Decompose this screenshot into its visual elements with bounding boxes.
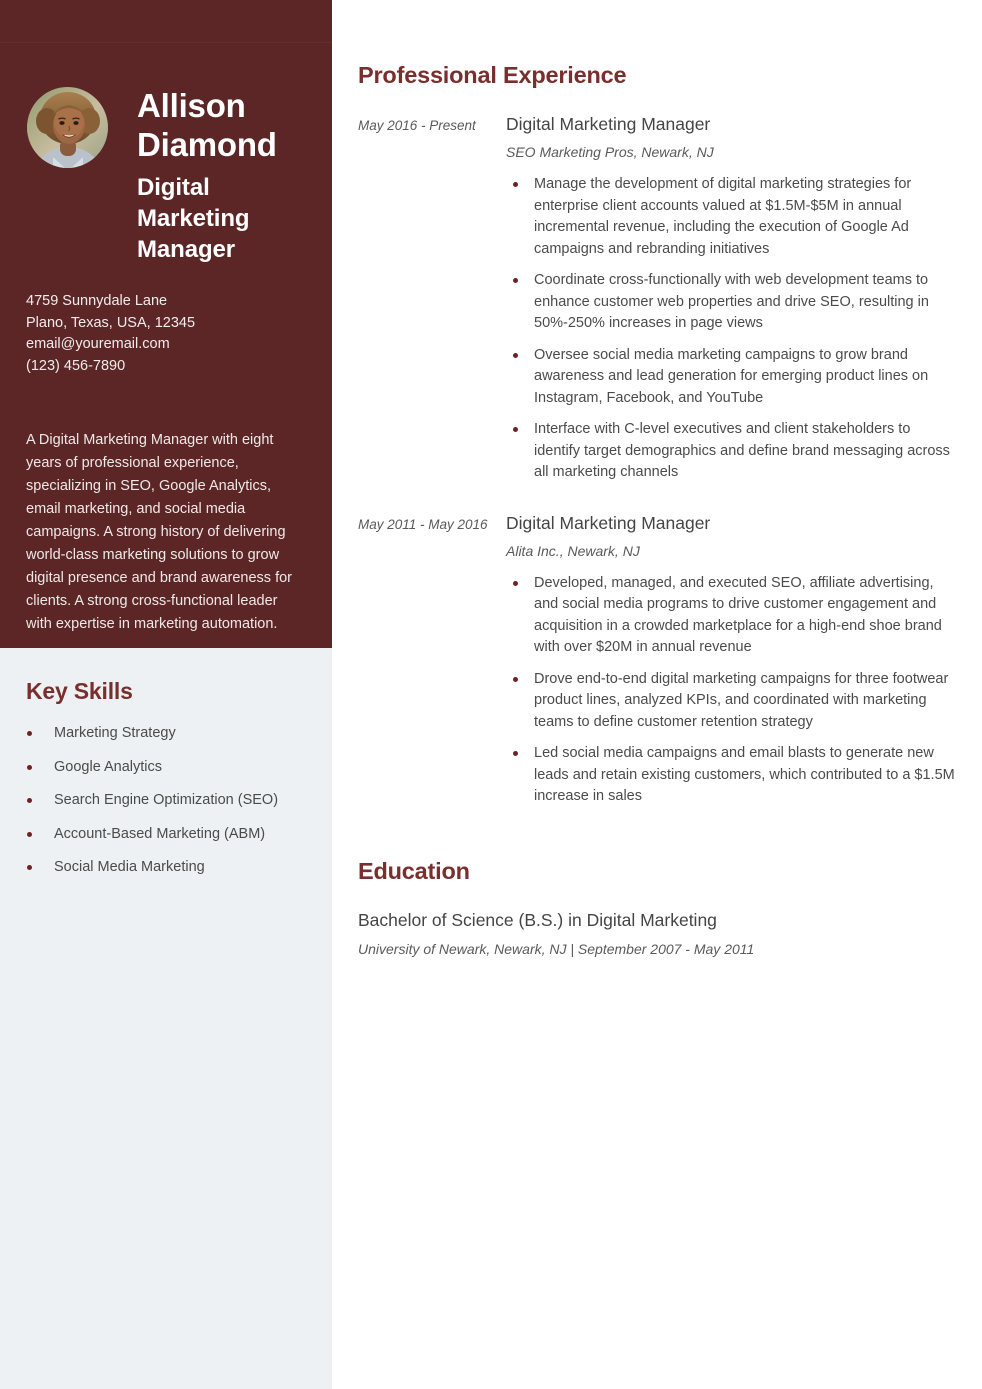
experience-body: [491, 512, 958, 808]
bullet-icon: [27, 832, 32, 837]
experience-company: Alita Inc., Newark, NJ: [506, 542, 640, 559]
section-title-education: Education: [358, 857, 470, 884]
list-item: [506, 270, 958, 335]
key-skills-section: [26, 678, 316, 892]
list-item: [506, 345, 958, 410]
list-item: [506, 174, 958, 260]
education-meta: University of Newark, Newark, NJ | September 2007 - May 2011: [358, 940, 755, 957]
bullet-icon: [27, 765, 32, 770]
bullet-icon: [27, 798, 32, 803]
section-title-experience: Professional Experience: [358, 62, 627, 88]
bullet-icon: [513, 677, 518, 682]
list-item: [26, 791, 316, 810]
sidebar: [0, 0, 332, 1389]
main-content: [358, 0, 958, 959]
list-item: [26, 758, 316, 777]
skill-label: Marketing Strategy: [54, 725, 176, 741]
bullet-text: Developed, managed, and executed SEO, affiliate advertising, and social media programs to drive customer engagement and acquisition in a crowded marketplace for a high-end shoe brand with over $20M in annual revenue: [534, 574, 942, 655]
professional-summary: A Digital Marketing Manager with eight years of professional experience, specializing in SEO, Google Analytics, email marketing, and social media campaigns. A strong history of delivering world-class marketing solutions to grow digital presence and brand awareness for clients. A strong cross-functional leader with expertise in marketing automation.: [26, 432, 292, 632]
experience-company: SEO Marketing Pros, Newark, NJ: [506, 144, 714, 160]
bullet-icon: [513, 581, 518, 586]
bullet-text: Coordinate cross-functionally with web development teams to enhance customer web properties and drive SEO, resulting in 50%-250% increases in page views: [534, 272, 929, 331]
candidate-role: Digital Marketing Manager: [137, 174, 250, 263]
contact-phone[interactable]: (123) 456-7890: [26, 357, 126, 374]
bullet-icon: [27, 731, 32, 736]
skill-label: Google Analytics: [54, 758, 163, 775]
list-item: [26, 724, 316, 743]
list-item: [506, 573, 958, 659]
bullet-text: Interface with C-level executives and client stakeholders to identify target demographics and define brand messaging across all marketing channels: [534, 421, 950, 480]
list-item: [26, 825, 316, 844]
list-item: [506, 743, 958, 808]
experience-bullets: [506, 573, 958, 808]
bullet-icon: [513, 427, 518, 432]
skill-label: Account-Based Marketing (ABM): [54, 825, 266, 842]
list-item: [506, 669, 958, 734]
header-divider: [0, 42, 332, 43]
bullet-icon: [513, 751, 518, 756]
experience-body: [491, 113, 958, 484]
avatar: [27, 87, 108, 168]
bullet-text: Drove end-to-end digital marketing campaigns for three footwear product lines, analyzed KPIs, and coordinated with marketing teams to define customer retention strategy: [534, 670, 949, 730]
contact-city: Plano, Texas, USA, 12345: [26, 314, 196, 331]
key-skills-list: [26, 724, 316, 877]
contact-block: [26, 291, 306, 377]
bullet-text: Manage the development of digital marketing strategies for enterprise client accounts valued at $1.5M-$5M in annual incremental revenue, including the execution of Google Ad campaigns and rebranding initiatives: [534, 176, 912, 257]
experience-dates: May 2011 - May 2016: [358, 516, 488, 532]
list-item: [506, 419, 958, 484]
experience-title: Digital Marketing Manager: [506, 512, 711, 533]
bullet-icon: [27, 865, 32, 870]
bullet-text: Led social media campaigns and email blasts to generate new leads and retain existing customers, which contributed to a $1.5M increase in sales: [534, 745, 955, 804]
candidate-name: Allison Diamond: [137, 87, 277, 163]
education-degree: Bachelor of Science (B.S.) in Digital Marketing: [358, 909, 717, 930]
contact-street: 4759 Sunnydale Lane: [26, 293, 168, 309]
experience-entry: [358, 113, 958, 484]
bullet-icon: [513, 353, 518, 358]
experience-bullets: [506, 174, 958, 484]
name-block: [137, 86, 317, 265]
skill-label: Social Media Marketing: [54, 859, 205, 875]
key-skills-title: Key Skills: [26, 678, 133, 704]
bullet-text: Oversee social media marketing campaigns to grow brand awareness and lead generation for emerging product lines on Instagram, Facebook, and YouTube: [534, 346, 929, 406]
experience-dates: May 2016 - Present: [358, 118, 476, 133]
experience-entry: [358, 512, 958, 808]
education-entry: [358, 909, 958, 959]
bullet-icon: [513, 182, 518, 187]
list-item: [26, 858, 316, 877]
skill-label: Search Engine Optimization (SEO): [54, 792, 279, 808]
contact-email[interactable]: email@youremail.com: [26, 336, 170, 352]
experience-title: Digital Marketing Manager: [506, 114, 711, 134]
bullet-icon: [513, 278, 518, 283]
